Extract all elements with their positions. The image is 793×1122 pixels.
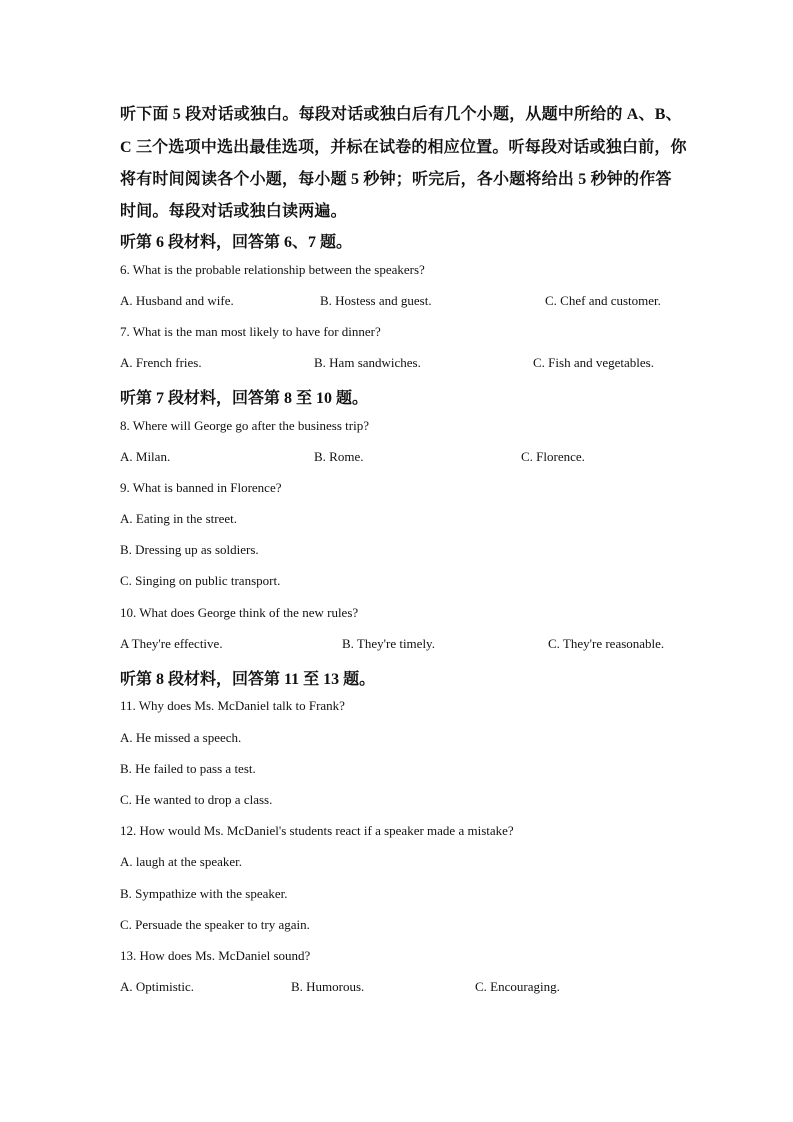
question-13: 13. How does Ms. McDaniel sound? [120,948,311,963]
option-8c: C. Florence. [521,449,585,464]
option-11a: A. He missed a speech. [120,730,242,745]
option-7c: C. Fish and vegetables. [533,355,654,370]
question-12: 12. How would Ms. McDaniel's students react if a speaker made a mistake? [120,823,514,838]
option-10a: A They're effective. [120,636,223,651]
section-heading: 听第 8 段材料，回答第 11 至 13 题。 [120,671,376,688]
option-8b: B. Rome. [314,449,364,464]
option-6c: C. Chef and customer. [545,293,661,308]
option-13a: A. Optimistic. [120,979,195,994]
question-7: 7. What is the man most likely to have for dinner? [120,324,381,339]
question-11: 11. Why does Ms. McDaniel talk to Frank? [120,698,345,713]
option-11b: B. He failed to pass a test. [120,761,256,776]
option-8a: A. Milan. [120,449,171,464]
option-7a: A. French fries. [120,355,202,370]
instructions-line-2: C 三个选项中选出最佳选项，并标在试卷的相应位置。听每段对话或独白前，你 [120,139,687,156]
option-12a: A. laugh at the speaker. [120,854,243,869]
question-6: 6. What is the probable relationship between the speakers? [120,262,425,277]
section-heading: 听第 6 段材料，回答第 6、7 题。 [120,234,353,251]
option-7b: B. Ham sandwiches. [314,355,421,370]
option-9c: C. Singing on public transport. [120,573,281,588]
option-12b: B. Sympathize with the speaker. [120,886,288,901]
option-10c: C. They're reasonable. [548,636,665,651]
instructions-line-1: 听下面 5 段对话或独白。每段对话或独白后有几个小题，从题中所给的 A、B、 [120,106,682,123]
option-10b: B. They're timely. [342,636,435,651]
option-12c: C. Persuade the speaker to try again. [120,917,310,932]
question-8: 8. Where will George go after the business trip? [120,418,369,433]
instructions-line-4: 时间。每段对话或独白读两遍。 [120,203,347,220]
instructions-line-3: 将有时间阅读各个小题，每小题 5 秒钟；听完后，各小题将给出 5 秒钟的作答 [120,171,672,188]
option-9a: A. Eating in the street. [120,511,237,526]
option-13c: C. Encouraging. [475,979,560,994]
option-11c: C. He wanted to drop a class. [120,792,273,807]
section-heading: 听第 7 段材料，回答第 8 至 10 题。 [120,390,369,407]
question-10: 10. What does George think of the new rules? [120,605,359,620]
option-6b: B. Hostess and guest. [320,293,432,308]
option-6a: A. Husband and wife. [120,293,234,308]
question-9: 9. What is banned in Florence? [120,480,282,495]
option-9b: B. Dressing up as soldiers. [120,542,259,557]
option-13b: B. Humorous. [291,979,365,994]
